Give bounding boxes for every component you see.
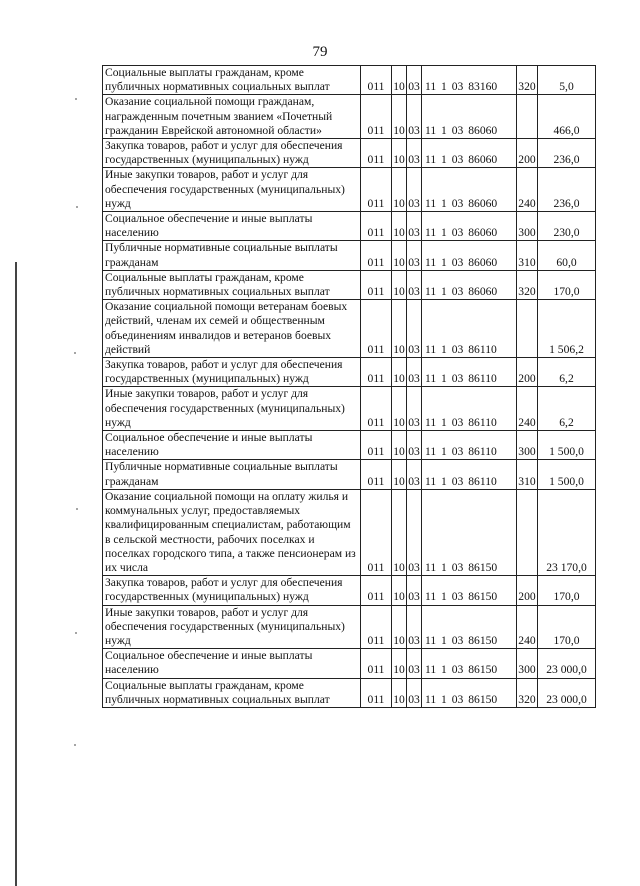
expense-type-code-cell: 320 [517,270,538,299]
expense-type-code-cell: 310 [517,241,538,270]
budget-table-body [103,66,596,708]
row-name-cell: Публичные нормативные социальные выплаты гражданам [103,241,361,270]
row-name-cell: Социальные выплаты гражданам, кроме публичных нормативных социальных выплат [103,678,361,707]
row-name-cell: Иные закупки товаров, работ и услуг для обеспечения государственных (муниципальных) нужд [103,387,361,431]
admin-code-cell: 011 [361,489,392,575]
table-row [103,270,596,299]
subsection-code-cell: 03 [407,139,422,168]
target-item-code-cell: 11 1 03 86110 [422,387,517,431]
admin-code-cell: 011 [361,95,392,139]
section-code-cell: 10 [392,95,407,139]
section-code-cell: 10 [392,212,407,241]
expense-type-code-cell: 200 [517,576,538,605]
subsection-code-cell: 03 [407,168,422,212]
scan-speck [75,98,77,100]
table-row [103,649,596,678]
budget-table [102,65,596,708]
target-item-code-cell: 11 1 03 86150 [422,678,517,707]
section-code-cell: 10 [392,66,407,95]
section-code-cell: 10 [392,460,407,489]
admin-code-cell: 011 [361,576,392,605]
amount-cell: 170,0 [538,605,596,649]
row-name-cell: Закупка товаров, работ и услуг для обеспечения государственных (муниципальных) нужд [103,139,361,168]
table-row [103,168,596,212]
section-code-cell: 10 [392,300,407,358]
amount-cell: 6,2 [538,358,596,387]
admin-code-cell: 011 [361,168,392,212]
section-code-cell: 10 [392,678,407,707]
row-name-cell: Социальное обеспечение и иные выплаты населению [103,431,361,460]
amount-cell: 170,0 [538,576,596,605]
target-item-code-cell: 11 1 03 86110 [422,300,517,358]
subsection-code-cell: 03 [407,241,422,270]
subsection-code-cell: 03 [407,300,422,358]
expense-type-code-cell: 300 [517,212,538,241]
expense-type-code-cell: 310 [517,460,538,489]
amount-cell: 236,0 [538,168,596,212]
table-row [103,576,596,605]
row-name-cell: Иные закупки товаров, работ и услуг для обеспечения государственных (муниципальных) нужд [103,168,361,212]
admin-code-cell: 011 [361,212,392,241]
row-name-cell: Социальное обеспечение и иные выплаты населению [103,649,361,678]
target-item-code-cell: 11 1 03 86060 [422,95,517,139]
target-item-code-cell: 11 1 03 86060 [422,139,517,168]
page-number: 79 [312,44,328,60]
expense-type-code-cell: 240 [517,387,538,431]
admin-code-cell: 011 [361,649,392,678]
scan-speck [74,352,76,354]
expense-type-code-cell: 320 [517,678,538,707]
admin-code-cell: 011 [361,678,392,707]
section-code-cell: 10 [392,241,407,270]
admin-code-cell: 011 [361,139,392,168]
scan-speck [76,206,78,208]
section-code-cell: 10 [392,270,407,299]
row-name-cell: Оказание социальной помощи ветеранам боевых действий, членам их семей и общественным объединениям инвалидов и ветеранов боевых действий [103,300,361,358]
row-name-cell: Социальные выплаты гражданам, кроме публичных нормативных социальных выплат [103,270,361,299]
expense-type-code-cell: 240 [517,168,538,212]
expense-type-code-cell: 300 [517,431,538,460]
expense-type-code-cell [517,489,538,575]
expense-type-code-cell: 240 [517,605,538,649]
table-row [103,358,596,387]
amount-cell: 170,0 [538,270,596,299]
subsection-code-cell: 03 [407,489,422,575]
target-item-code-cell: 11 1 03 86110 [422,358,517,387]
admin-code-cell: 011 [361,387,392,431]
section-code-cell: 10 [392,358,407,387]
amount-cell: 23 000,0 [538,649,596,678]
expense-type-code-cell: 320 [517,66,538,95]
amount-cell: 60,0 [538,241,596,270]
target-item-code-cell: 11 1 03 86150 [422,605,517,649]
section-code-cell: 10 [392,139,407,168]
section-code-cell: 10 [392,576,407,605]
target-item-code-cell: 11 1 03 86110 [422,431,517,460]
target-item-code-cell: 11 1 03 86060 [422,241,517,270]
target-item-code-cell: 11 1 03 86150 [422,649,517,678]
table-row [103,387,596,431]
row-name-cell: Социальное обеспечение и иные выплаты населению [103,212,361,241]
subsection-code-cell: 03 [407,387,422,431]
expense-type-code-cell [517,95,538,139]
amount-cell: 466,0 [538,95,596,139]
admin-code-cell: 011 [361,460,392,489]
expense-type-code-cell: 300 [517,649,538,678]
section-code-cell: 10 [392,649,407,678]
table-row [103,489,596,575]
subsection-code-cell: 03 [407,649,422,678]
scan-speck [75,632,77,634]
section-code-cell: 10 [392,489,407,575]
amount-cell: 6,2 [538,387,596,431]
subsection-code-cell: 03 [407,576,422,605]
admin-code-cell: 011 [361,270,392,299]
admin-code-cell: 011 [361,431,392,460]
table-row [103,300,596,358]
table-row [103,241,596,270]
row-name-cell: Оказание социальной помощи на оплату жилья и коммунальных услуг, предоставляемых квалифицированным специалистам, работающим в сельской местности, рабочих поселках и поселках городского типа, а также пенсионерам из их числа [103,489,361,575]
row-name-cell: Закупка товаров, работ и услуг для обеспечения государственных (муниципальных) нужд [103,576,361,605]
target-item-code-cell: 11 1 03 86110 [422,460,517,489]
margin-rule [15,262,17,886]
admin-code-cell: 011 [361,66,392,95]
admin-code-cell: 011 [361,358,392,387]
section-code-cell: 10 [392,431,407,460]
table-row [103,460,596,489]
table-row [103,678,596,707]
scan-speck [74,744,76,746]
subsection-code-cell: 03 [407,605,422,649]
amount-cell: 1 500,0 [538,460,596,489]
target-item-code-cell: 11 1 03 86150 [422,489,517,575]
amount-cell: 1 500,0 [538,431,596,460]
subsection-code-cell: 03 [407,212,422,241]
table-row [103,139,596,168]
subsection-code-cell: 03 [407,95,422,139]
row-name-cell: Иные закупки товаров, работ и услуг для обеспечения государственных (муниципальных) нужд [103,605,361,649]
amount-cell: 5,0 [538,66,596,95]
table-row [103,95,596,139]
subsection-code-cell: 03 [407,270,422,299]
subsection-code-cell: 03 [407,358,422,387]
subsection-code-cell: 03 [407,460,422,489]
target-item-code-cell: 11 1 03 86150 [422,576,517,605]
admin-code-cell: 011 [361,605,392,649]
target-item-code-cell: 11 1 03 86060 [422,212,517,241]
row-name-cell: Публичные нормативные социальные выплаты гражданам [103,460,361,489]
section-code-cell: 10 [392,168,407,212]
expense-type-code-cell [517,300,538,358]
scan-speck [76,508,78,510]
admin-code-cell: 011 [361,300,392,358]
table-row [103,212,596,241]
row-name-cell: Социальные выплаты гражданам, кроме публичных нормативных социальных выплат [103,66,361,95]
target-item-code-cell: 11 1 03 83160 [422,66,517,95]
subsection-code-cell: 03 [407,678,422,707]
section-code-cell: 10 [392,387,407,431]
subsection-code-cell: 03 [407,66,422,95]
target-item-code-cell: 11 1 03 86060 [422,168,517,212]
table-row [103,66,596,95]
expense-type-code-cell: 200 [517,139,538,168]
row-name-cell: Оказание социальной помощи гражданам, награжденным почетным званием «Почетный гражданин Еврейской автономной области» [103,95,361,139]
section-code-cell: 10 [392,605,407,649]
admin-code-cell: 011 [361,241,392,270]
expense-type-code-cell: 200 [517,358,538,387]
table-row [103,431,596,460]
amount-cell: 23 000,0 [538,678,596,707]
row-name-cell: Закупка товаров, работ и услуг для обеспечения государственных (муниципальных) нужд [103,358,361,387]
table-row [103,605,596,649]
amount-cell: 23 170,0 [538,489,596,575]
amount-cell: 236,0 [538,139,596,168]
subsection-code-cell: 03 [407,431,422,460]
target-item-code-cell: 11 1 03 86060 [422,270,517,299]
amount-cell: 1 506,2 [538,300,596,358]
amount-cell: 230,0 [538,212,596,241]
